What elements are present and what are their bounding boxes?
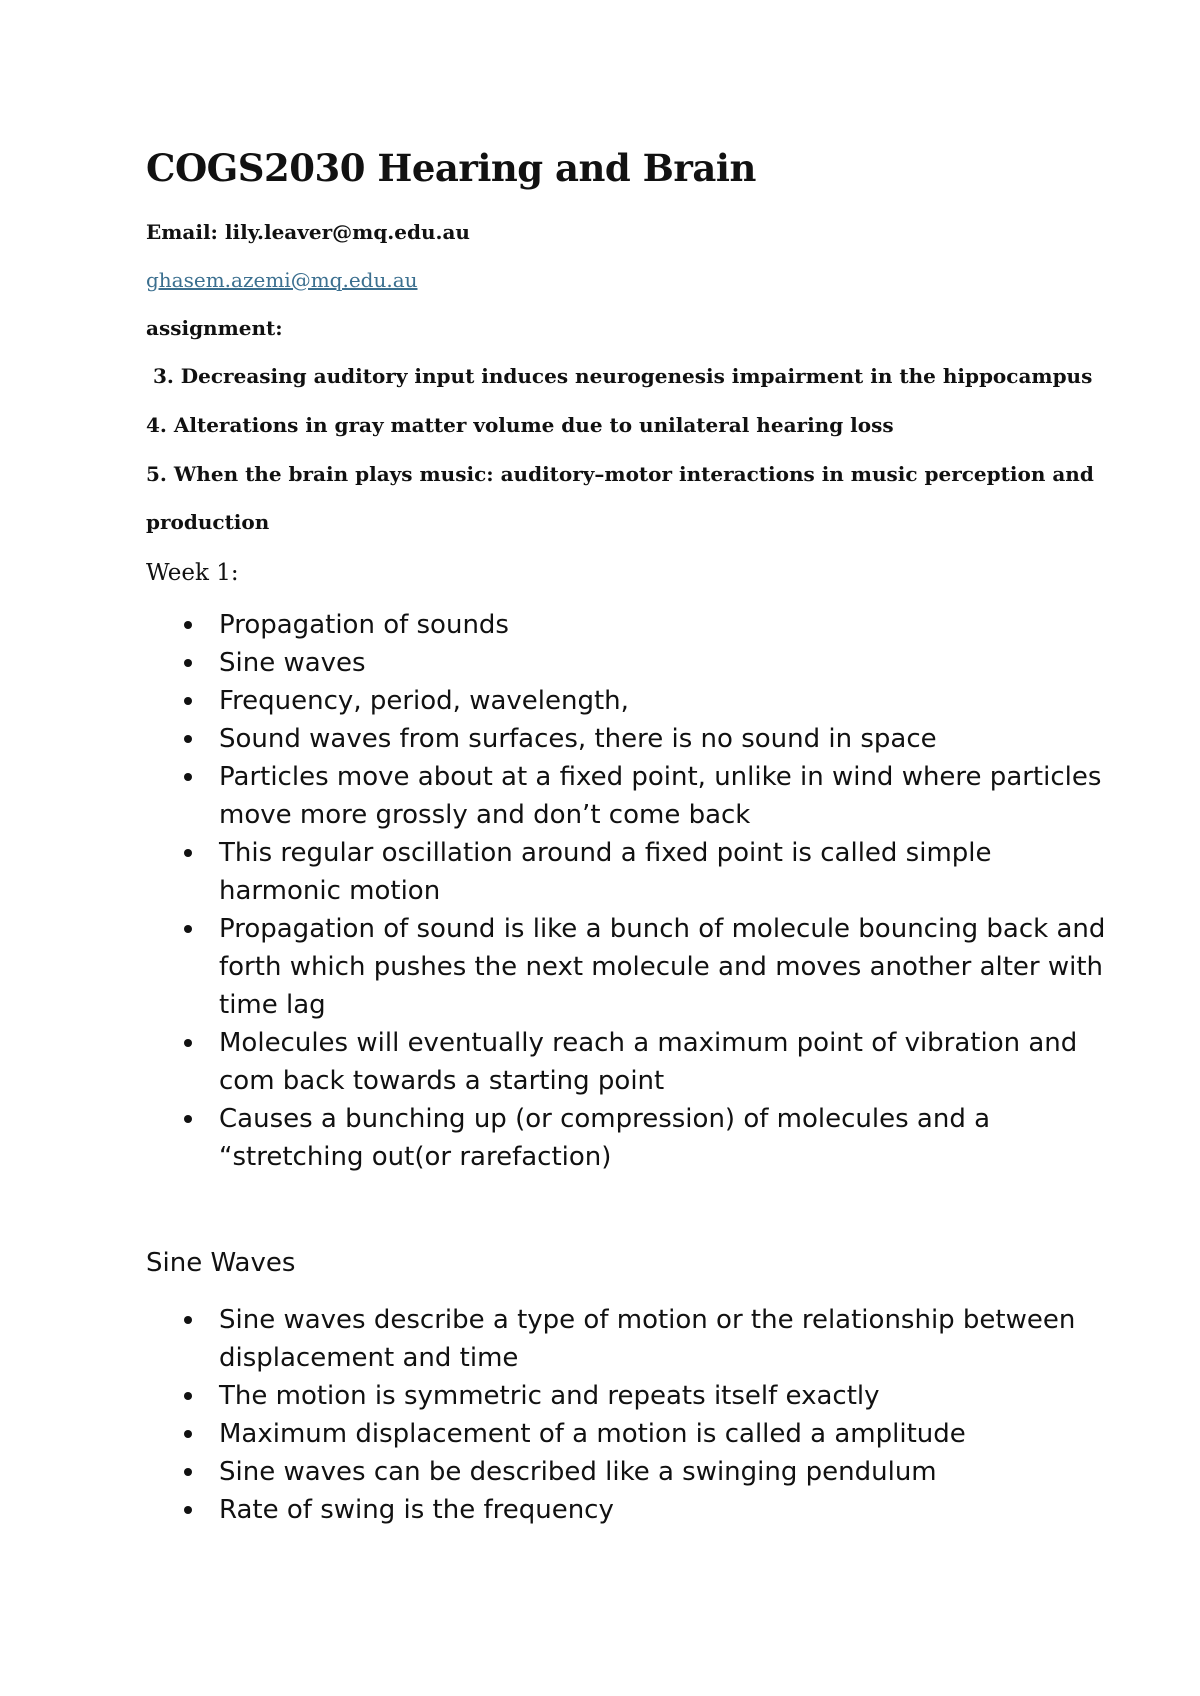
list-item: Particles move about at a fixed point, unlike in wind where particles move more grossly and don’t come back <box>146 758 1106 834</box>
list-item: Maximum displacement of a motion is called a amplitude <box>146 1415 1106 1453</box>
email-line: Email: lily.leaver@mq.edu.au <box>146 220 470 244</box>
bullet-icon <box>184 1115 192 1123</box>
assignment-item-3: 3. Decreasing auditory input induces neurogenesis impairment in the hippocampus <box>146 364 1093 388</box>
week-1-list <box>146 606 1106 1176</box>
bullet-icon <box>184 697 192 705</box>
list-item: Sine waves <box>146 644 1106 682</box>
bullet-icon <box>184 1506 192 1514</box>
list-item: Molecules will eventually reach a maximum point of vibration and com back towards a starting point <box>146 1024 1106 1100</box>
bullet-icon <box>184 849 192 857</box>
assignment-item-4: 4. Alterations in gray matter volume due to unilateral hearing loss <box>146 413 894 437</box>
email-link[interactable]: ghasem.azemi@mq.edu.au <box>146 268 418 292</box>
list-item: Causes a bunching up (or compression) of molecules and a “stretching out(or rarefaction) <box>146 1100 1106 1176</box>
list-item: Frequency, period, wavelength, <box>146 682 1106 720</box>
bullet-icon <box>184 1468 192 1476</box>
list-item: Propagation of sounds <box>146 606 1106 644</box>
assignment-label: assignment: <box>146 316 283 340</box>
list-item: The motion is symmetric and repeats itself exactly <box>146 1377 1106 1415</box>
email-link-line <box>146 268 418 292</box>
sine-waves-heading: Sine Waves <box>146 1248 296 1278</box>
assignment-item-5-continued: production <box>146 510 270 534</box>
page-title: COGS2030 Hearing and Brain <box>146 146 756 190</box>
bullet-icon <box>184 735 192 743</box>
bullet-icon <box>184 925 192 933</box>
bullet-icon <box>184 621 192 629</box>
list-item: This regular oscillation around a fixed point is called simple harmonic motion <box>146 834 1106 910</box>
bullet-icon <box>184 1392 192 1400</box>
list-item: Propagation of sound is like a bunch of molecule bouncing back and forth which pushes the next molecule and moves another alter with time lag <box>146 910 1106 1024</box>
week-1-label: Week 1: <box>146 560 239 586</box>
sine-waves-list <box>146 1301 1106 1529</box>
list-item: Rate of swing is the frequency <box>146 1491 1106 1529</box>
list-item: Sine waves can be described like a swinging pendulum <box>146 1453 1106 1491</box>
bullet-icon <box>184 1430 192 1438</box>
assignment-item-5: 5. When the brain plays music: auditory–motor interactions in music perception and <box>146 462 1094 486</box>
list-item: Sine waves describe a type of motion or the relationship between displacement and time <box>146 1301 1106 1377</box>
bullet-icon <box>184 773 192 781</box>
list-item: Sound waves from surfaces, there is no sound in space <box>146 720 1106 758</box>
bullet-icon <box>184 1316 192 1324</box>
bullet-icon <box>184 659 192 667</box>
bullet-icon <box>184 1039 192 1047</box>
